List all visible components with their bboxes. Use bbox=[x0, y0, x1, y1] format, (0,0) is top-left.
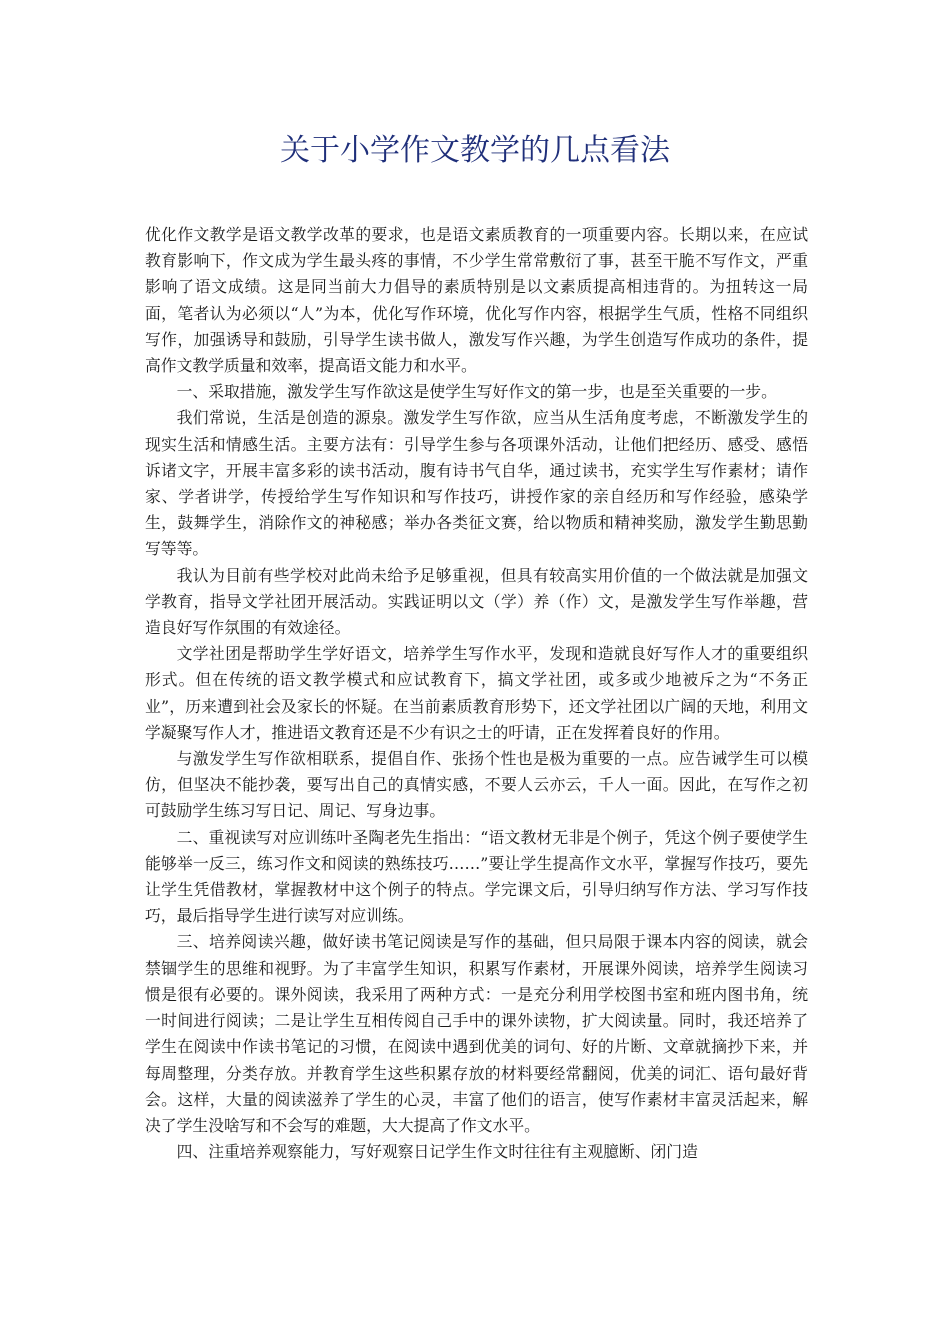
document-body bbox=[145, 222, 808, 1165]
paragraph: 我认为目前有些学校对此尚未给予足够重视，但具有较高实用价值的一个做法就是加强文学教育，指导文学社团开展活动。实践证明以文（学）养（作）文，是激发学生写作举趣，营造良好写作氛围的有效途径。 bbox=[145, 565, 808, 638]
paragraph: 一、采取措施，激发学生写作欲这是使学生写好作文的第一步，也是至关重要的一步。 bbox=[176, 382, 777, 402]
paragraph: 与激发学生写作欲相联系，提倡自作、张扬个性也是极为重要的一点。应告诫学生可以模仿，但坚决不能抄袭，要写出自己的真情实感，不要人云亦云，千人一面。因此，在写作之初可鼓励学生练习写日记、周记、写身边事。 bbox=[145, 749, 808, 821]
paragraph: 三、培养阅读兴趣，做好读书笔记阅读是写作的基础，但只局限于课本内容的阅读，就会禁锢学生的思维和视野。为了丰富学生知识，积累写作素材，开展课外阅读，培养学生阅读习惯是很有必要的。课外阅读，我采用了两种方式：一是充分利用学校图书室和班内图书角，统一时间进行阅读；二是让学生互相传阅自己手中的课外读物，扩大阅读量。同时，我还培养了学生在阅读中作读书笔记的习惯，在阅读中遇到优美的词句、好的片断、文章就摘抄下来，并每周整理，分类存放。并教育学生这些积累存放的材料要经常翻阅，优美的词汇、语句最好背会。这样，大量的阅读滋养了学生的心灵，丰富了他们的语言，使写作素材丰富灵活起来，解决了学生没啥写和不会写的难题，大大提高了作文水平。 bbox=[145, 932, 808, 1135]
paragraph-intro: 优化作文教学是语文教学改革的要求，也是语文素质教育的一项重要内容。长期以来，在应试教育影响下，作文成为学生最头疼的事情，不少学生常常敷衍了事，甚至干脆不写作文，严重影响了语文成绩。这是同当前大力倡导的素质特别是以文素质提高相违背的。为扭转这一局面，笔者认为必须以“人”为本，优化写作环境，优化写作内容，根据学生气质，性格不同组织写作，加强诱导和鼓励，引导学生读书做人，激发写作兴趣，为学生创造写作成功的条件，提高作文教学质量和效率，提高语文能力和水平。 bbox=[145, 225, 808, 376]
paragraph: 二、重视读写对应训练叶圣陶老先生指出：“语文教材无非是个例子，凭这个例子要使学生能够举一反三，练习作文和阅读的熟练技巧……”要让学生提高作文水平，掌握写作技巧，要先让学生凭借教材，掌握教材中这个例子的特点。学完课文后，引导归纳写作方法、学习写作技巧，最后指导学生进行读写对应训练。 bbox=[145, 827, 808, 926]
paragraph: 四、注重培养观察能力，写好观察日记学生作文时往往有主观臆断、闭门造 bbox=[176, 1142, 698, 1162]
paragraph: 文学社团是帮助学生学好语文，培养学生写作水平，发现和造就良好写作人才的重要组织形式。但在传统的语文教学模式和应试教育下，搞文学社团，或多或少地被斥之为“不务正业”，历来遭到社会及家长的怀疑。在当前素质教育形势下，还文学社团以广阔的天地，利用文学凝聚写作人才，推进语文教育还是不少有识之士的吁请，正在发挥着良好的作用。 bbox=[145, 644, 808, 742]
document-title: 关于小学作文教学的几点看法 bbox=[280, 133, 670, 168]
paragraph: 我们常说，生活是创造的源泉。激发学生写作欲，应当从生活角度考虑，不断激发学生的现实生活和情感生活。主要方法有：引导学生参与各项课外活动，让他们把经历、感受、感悟诉诸文字，开展丰富多彩的读书活动，腹有诗书气自华，通过读书，充实学生写作素材；请作家、学者讲学，传授给学生写作知识和写作技巧，讲授作家的亲自经历和写作经验，感染学生，鼓舞学生，消除作文的神秘感；举办各类征文赛，给以物质和精神奖励，激发学生勤思勤写等等。 bbox=[145, 408, 808, 559]
